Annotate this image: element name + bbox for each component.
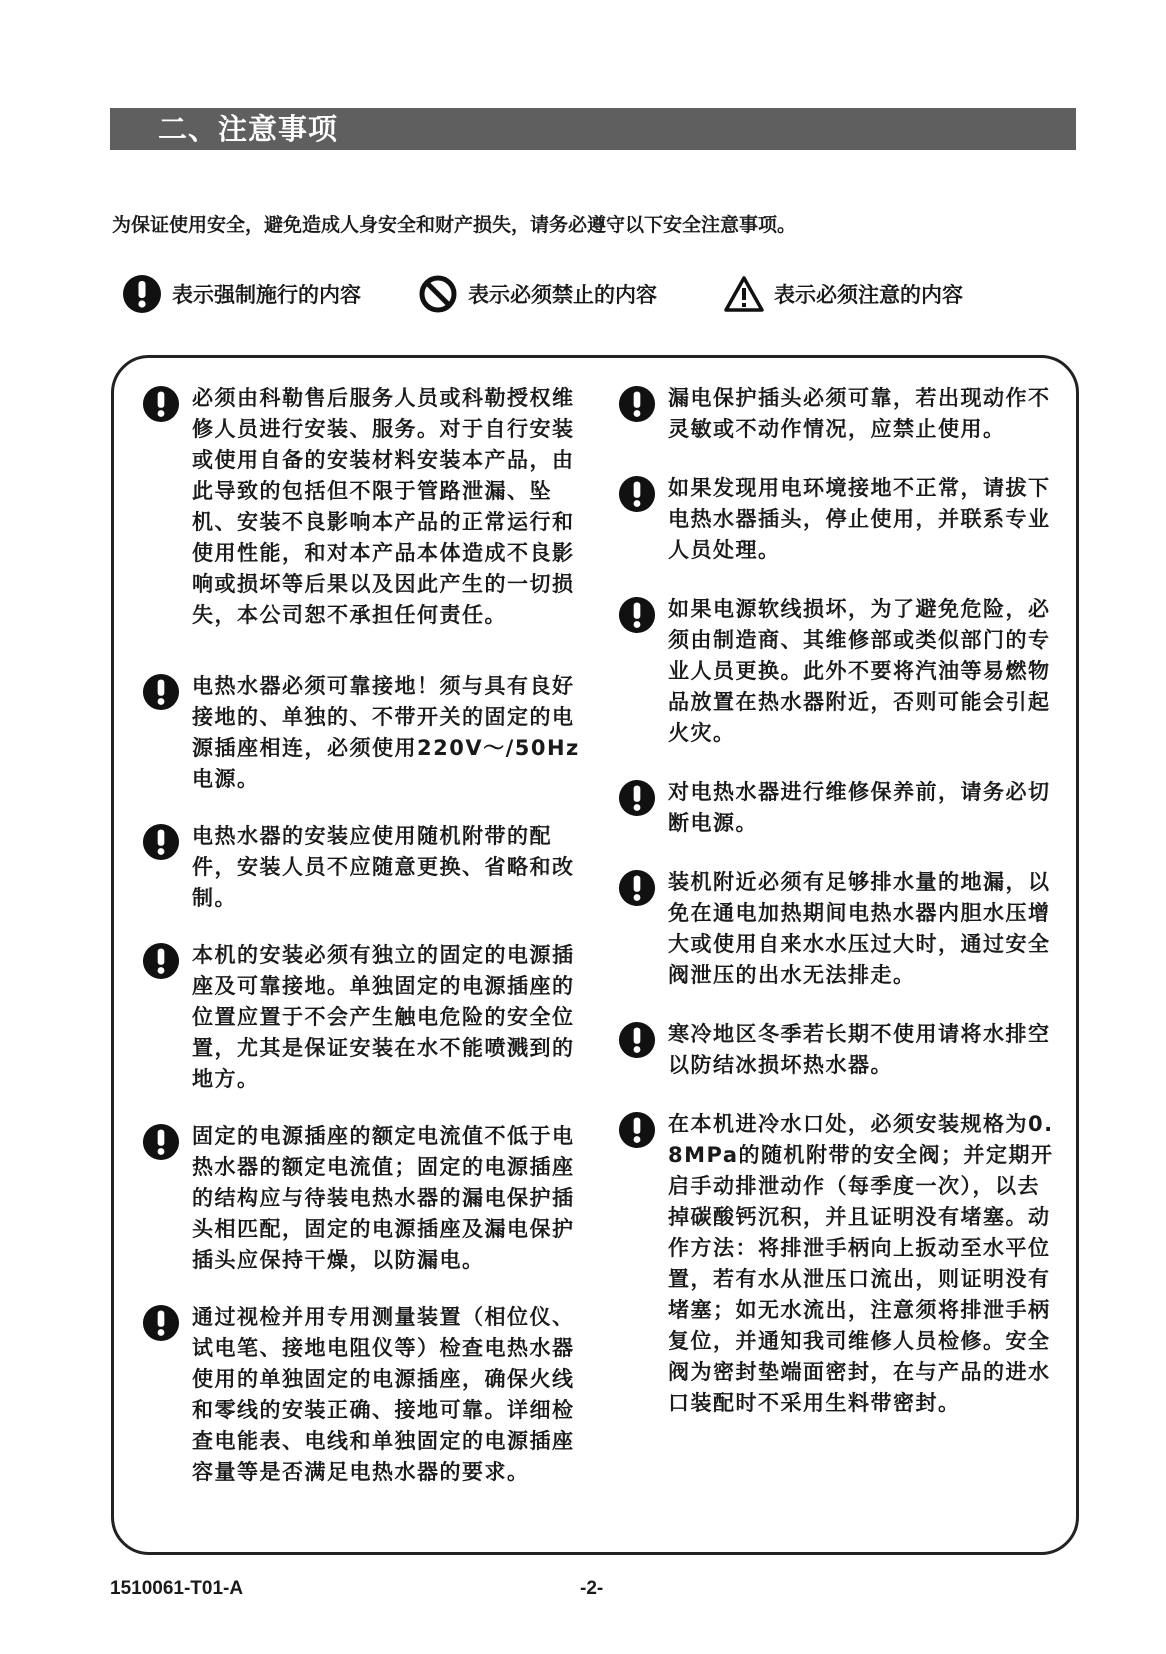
legend-warning xyxy=(724,274,963,314)
notice-item xyxy=(142,1302,582,1488)
right-column xyxy=(618,383,1058,1419)
mandatory-icon xyxy=(618,869,656,907)
notice-item xyxy=(142,940,582,1095)
legend-warning-label: 表示必须注意的内容 xyxy=(774,283,963,307)
mandatory-icon xyxy=(618,385,656,423)
mandatory-icon xyxy=(142,1304,180,1342)
notice-item xyxy=(618,867,1058,991)
mandatory-icon xyxy=(142,823,180,861)
notice-text: 如果发现用电环境接地不正常，请拔下电热水器插头，停止使用，并联系专业人员处理。 xyxy=(668,476,1051,562)
section-title: 二、注意事项 xyxy=(158,112,339,146)
notice-text: 装机附近必须有足够排水量的地漏，以免在通电加热期间电热水器内胆水压增大或使用自来水水压过大时，通过安全阀泄压的出水无法排走。 xyxy=(668,870,1051,987)
mandatory-icon xyxy=(142,673,180,711)
mandatory-icon xyxy=(142,385,180,423)
notice-text: 通过视检并用专用测量装置（相位仪、试电笔、接地电阻仪等）检查电热水器使用的单独固定的电源插座，确保火线和零线的安装正确、接地可靠。详细检查电能表、电线和单独固定的电源插座容量等是否满足电热水器的要求。 xyxy=(192,1305,575,1484)
mandatory-icon xyxy=(618,779,656,817)
mandatory-icon xyxy=(122,274,162,314)
notice-text: 本机的安装必须有独立的固定的电源插座及可靠接地。单独固定的电源插座的位置应置于不会产生触电危险的安全位置，尤其是保证安装在水不能喷溅到的地方。 xyxy=(192,943,575,1091)
mandatory-icon xyxy=(142,942,180,980)
notice-item xyxy=(618,1019,1058,1081)
mandatory-icon xyxy=(618,1021,656,1059)
legend-prohibited-label: 表示必须禁止的内容 xyxy=(468,283,657,307)
notice-text: 电热水器的安装应使用随机附带的配件，安装人员不应随意更换、省略和改制。 xyxy=(192,824,575,910)
notice-text: 必须由科勒售后服务人员或科勒授权维修人员进行安装、服务。对于自行安装或使用自备的安装材料安装本产品，由此导致的包括但不限于管路泄漏、坠机、安装不良影响本产品的正常运行和使用性能，和对本产品本体造成不良影响或损坏等后果以及因此产生的一切损失，本公司恕不承担任何责任。 xyxy=(192,386,575,627)
mandatory-icon xyxy=(142,1123,180,1161)
notice-text: 对电热水器进行维修保养前，请务必切断电源。 xyxy=(668,780,1051,835)
mandatory-icon xyxy=(618,1111,656,1149)
notice-text: 寒冷地区冬季若长期不使用请将水排空以防结冰损坏热水器。 xyxy=(668,1022,1051,1077)
notice-item xyxy=(618,383,1058,445)
notice-item xyxy=(618,1109,1058,1419)
intro-text: 为保证使用安全，避免造成人身安全和财产损失，请务必遵守以下安全注意事项。 xyxy=(112,214,797,236)
notice-text: 在本机进冷水口处，必须安装规格为0.8MPa的随机附带的安全阀；并定期开启手动排泄动作（每季度一次），以去掉碳酸钙沉积，并且证明没有堵塞。动作方法：将排泄手柄向上扳动至水平位置，若有水从泄压口流出，则证明没有堵塞；如无水流出，注意须将排泄手柄复位，并通知我司维修人员检修。安全阀为密封垫端面密封，在与产品的进水口装配时不采用生料带密封。 xyxy=(668,1112,1054,1415)
notice-item xyxy=(142,383,582,631)
mandatory-icon xyxy=(618,475,656,513)
page-number: -2- xyxy=(580,1578,604,1599)
notice-text: 电热水器必须可靠接地！须与具有良好接地的、单独的、不带开关的固定的电源插座相连，必须使用220V～/50Hz电源。 xyxy=(192,674,580,791)
notice-item xyxy=(142,671,582,795)
notice-item xyxy=(618,473,1058,566)
notice-item xyxy=(618,594,1058,749)
left-column xyxy=(142,383,582,1488)
prohibited-icon xyxy=(418,274,458,314)
notice-text: 固定的电源插座的额定电流值不低于电热水器的额定电流值；固定的电源插座的结构应与待装电热水器的漏电保护插头相匹配，固定的电源插座及漏电保护插头应保持干燥，以防漏电。 xyxy=(192,1124,575,1272)
legend-prohibited xyxy=(418,274,657,314)
warning-icon xyxy=(724,275,764,313)
notice-text: 漏电保护插头必须可靠，若出现动作不灵敏或不动作情况，应禁止使用。 xyxy=(668,386,1051,441)
mandatory-icon xyxy=(618,596,656,634)
legend-mandatory xyxy=(122,274,361,314)
legend-mandatory-label: 表示强制施行的内容 xyxy=(172,283,361,307)
notice-item xyxy=(142,1121,582,1276)
notice-item xyxy=(142,821,582,914)
notice-text: 如果电源软线损坏，为了避免危险，必须由制造商、其维修部或类似部门的专业人员更换。此外不要将汽油等易燃物品放置在热水器附近，否则可能会引起火灾。 xyxy=(668,597,1051,745)
document-code: 1510061-T01-A xyxy=(110,1578,244,1599)
section-header-bar xyxy=(110,108,1076,150)
notice-item xyxy=(618,777,1058,839)
